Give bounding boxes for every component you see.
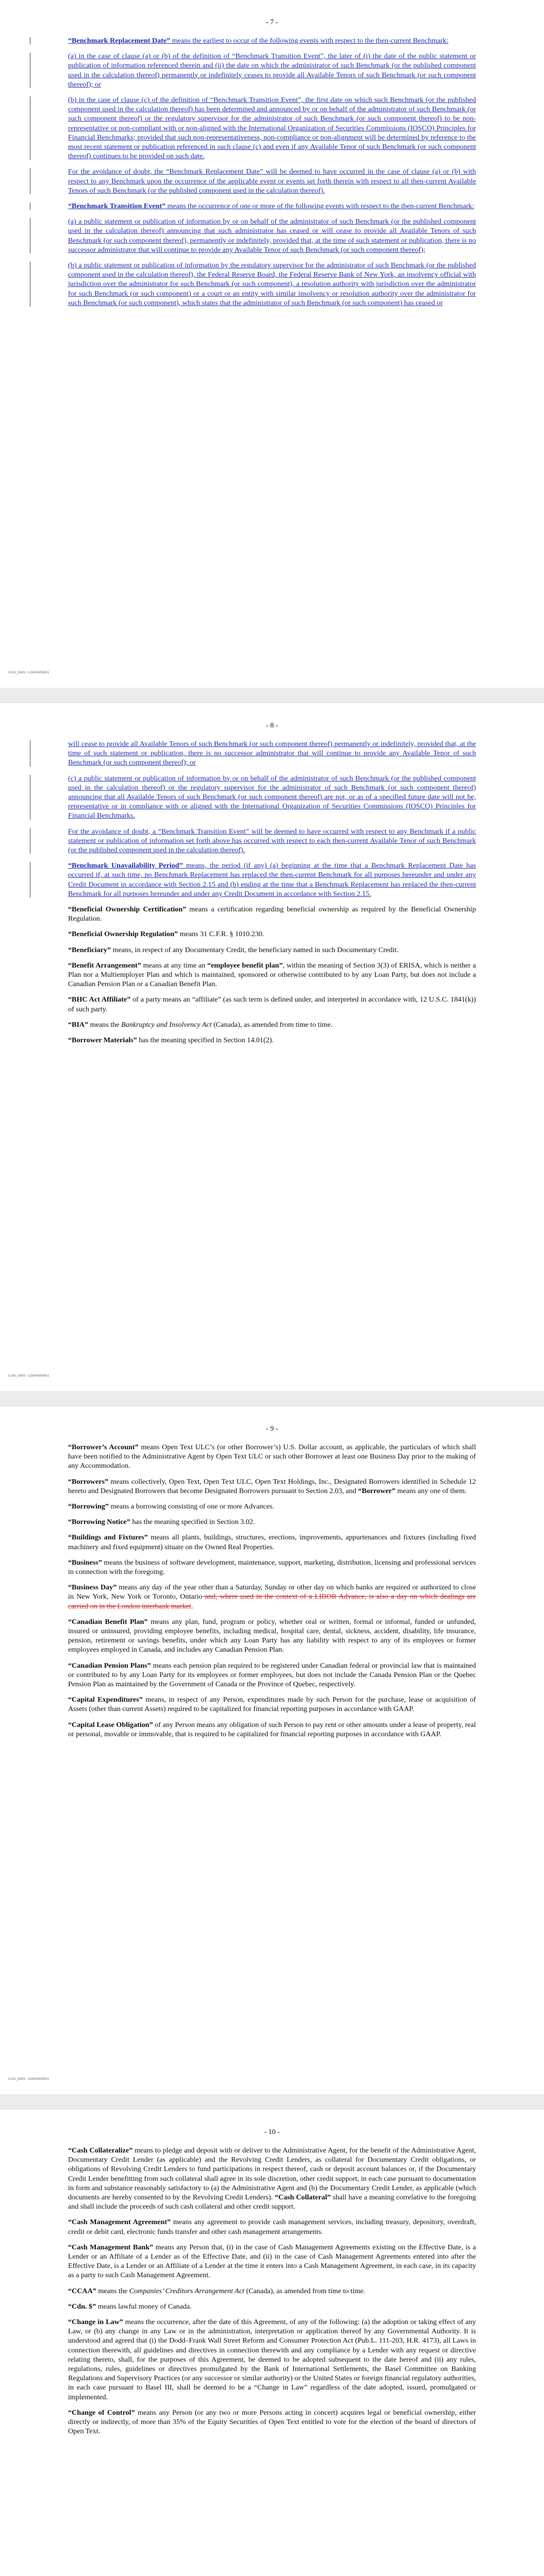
definition-cash-collateralize: “Cash Collateralize” means to pledge and deposit with or deliver to the Administrative Agent, for the benefit of the Administrative Agent, Documentary Credit Lender (as applicable) and the Revolving Credit Lenders, as collateral for Documentary Credit obligations, or obligations of Revolving Credit Lenders to fund participations in respect thereof, cash or deposit account balances or, if the Documentary Credit Lender benefitting from such collateral shall agree in its sole discretion, other credit support, in each case pursuant to documentation in form and substance reasonably satisfactory to (a) the Administrative Agent and (b) the Documentary Credit Lender, as applicable (which documents are hereby consented to by the Revolving Credit Lenders). “Cash Collateral” shall have a meaning correlative to the foregoing and shall include the proceeds of such cash collateral and other credit support. bbox=[68, 2146, 476, 2211]
defined-term: “Capital Expenditures” bbox=[68, 1696, 143, 1704]
definition-borrowers: “Borrowers” means collectively, Open Text, Open Text ULC, Open Text Holdings, Inc., Designated Borrowers identified in Schedule 12 hereto and Designated Borrowers that become Designated Borrowers pursuant to Section 2.03, and “Borrower” means any one of them. bbox=[68, 1477, 476, 1495]
clause-c: (c) a public statement or publication of information by or on behalf of the administrator of such Benchmark (or the published component used in the calculation thereof) or the regulatory supervisor for the administrator of such Benchmark (or such component thereof) announcing that all Available Tenors of such Benchmark (or such component thereof) are not, or as of a specified future date will not be, representative or in compliance with or aligned with the International Organization of Securities Commissions (IOSCO) Principles for Financial Benchmarks. bbox=[68, 774, 476, 820]
document-id-footer: CAN_DMS: \138049599\1 bbox=[8, 2077, 50, 2081]
definition-buildings-and-fixtures: “Buildings and Fixtures” means all plants, buildings, structures, erections, improvements, appurtenances and fixtures (including fixed machinery and fixed equipment) situate on the Owned Real Properties. bbox=[68, 1533, 476, 1551]
document-id-footer: CAN_DMS: \138049599\1 bbox=[8, 671, 50, 674]
clause-a: (a) a public statement or publication of information by or on behalf of the administrator of such Benchmark (or the published component used in the calculation thereof) announcing that such administrator has ceased or will cease to provide all Available Tenors of such Benchmark (or such component thereof), permanently or indefinitely, provided that, at the time of such statement or publication, there is no successor administrator that will continue to provide any Available Tenor of such Benchmark (or such component thereof); bbox=[68, 217, 476, 254]
definition-ccaa: “CCAA” means the Companies’ Creditors Arrangement Act (Canada), as amended from time to time. bbox=[68, 2286, 366, 2295]
defined-term: “Cash Collateralize” bbox=[68, 2146, 133, 2155]
defined-term: “BHC Act Affiliate” bbox=[68, 995, 131, 1004]
defined-term: “Benchmark Unavailability Period” bbox=[68, 861, 183, 870]
definition-benefit-arrangement: “Benefit Arrangement” means at any time an “employee benefit plan”, within the meaning of Section 3(3) of ERISA, which is neither a Plan nor a Multiemployer Plan and which is maintained, sponsored or otherwise contributed to by any Loan Party, but does not include a Canadian Pension Plan or a Canadian Benefit Plan. bbox=[68, 961, 476, 989]
definition-benchmark-replacement-date: “Benchmark Replacement Date” means the earliest to occur of the following events with respect to the then-current Benchmark: bbox=[68, 36, 476, 45]
defined-term: “Business” bbox=[68, 1558, 102, 1567]
definition-beneficiary: “Beneficiary” means, in respect of any Documentary Credit, the beneficiary named in such Documentary Credit. bbox=[68, 945, 399, 954]
defined-term: “Canadian Benefit Plan” bbox=[68, 1617, 148, 1626]
definition-borrowing-notice: “Borrowing Notice” has the meaning specified in Section 3.02. bbox=[68, 1518, 255, 1527]
defined-term: “Change of Control” bbox=[68, 2408, 135, 2417]
definition-benchmark-unavailability-period: “Benchmark Unavailability Period” means, the period (if any) (a) beginning at the time that a Benchmark Replacement Date has occurred if, at such time, no Benchmark Replacement has replaced the then-current Benchmark for all purposes hereunder and under any Credit Document in accordance with Section 2.15 and (b) ending at the time that a Benchmark Replacement has replaced the then-current Benchmark for all purposes hereunder and under any Credit Document in accordance with Section 2.15. bbox=[68, 861, 476, 898]
deleted-text: and, where used in the context of a LIBOR Advance, is also a day on which dealings are carried on in the London interbank market bbox=[68, 1592, 476, 1611]
definition-cdn-dollar: “Cdn. $” means lawful money of Canada. bbox=[68, 2302, 192, 2311]
clause-a: (a) in the case of clause (a) or (b) of the definition of “Benchmark Transition Event”, the later of (i) the date of the public statement or publication of information referenced therein and (ii) the date on which the administrator of such Benchmark (or the published component used in the calculation thereof) permanently or indefinitely ceases to provide all Available Tenors of such Benchmark (or such component thereof); or bbox=[68, 52, 476, 89]
document-id-footer: CAN_DMS: \138049599\1 bbox=[8, 1374, 50, 1378]
document-page-10 bbox=[0, 2110, 544, 2576]
clause-b: (b) in the case of clause (c) of the definition of “Benchmark Transition Event”, the first date on which such Benchmark (or the published component used in the calculation thereof) has been determined and announced by or on behalf of the administrator of such Benchmark (or such component thereof) or the regulatory supervisor for the administrator of such Benchmark (or such component thereof) to be non-representative or non-compliant with or non-aligned with the International Organization of Securities Commissions (IOSCO) Principles for Financial Benchmarks; provided that such non-representativeness, non-compliance or non-alignment will be determined by reference to the most recent statement or publication referenced in such clause (c) and even if any Available Tenor of such Benchmark (or such component thereof) continues to be provided on such date. bbox=[68, 96, 476, 161]
defined-term: “Borrower’s Account” bbox=[68, 1443, 139, 1451]
defined-term: “Canadian Pension Plans” bbox=[68, 1661, 151, 1670]
definition-change-in-law: “Change in Law” means the occurrence, after the date of this Agreement, of any of the following: (a) the adoption or taking effect of any Law, or (b) any change in any Law or in the administration, interpretation or application thereof by any Governmental Authority. It is understood and agreed that (i) the Dodd–Frank Wall Street Reform and Consumer Protection Act (Pub.L. 111-203, H.R. 4173), all Laws in connection therewith, all guidelines and directives in connection therewith and any compliance by a Lender with any request or directive relating thereto, shall, for the purposes of this Agreement, be deemed to be adopted subsequent to the date hereof and (ii) any rules, regulations, rules, guidelines or directives promulgated by the Bank of International Settlements, the Basel Committee on Banking Regulations and Supervisory Practices (or any successor or similar authority) or the United States or foreign financial regulatory authorities, in each case pursuant to Basel III, shall be deemed to be a “Change in Law” regardless of the date adopted, issued, promulgated or implemented. bbox=[68, 2318, 476, 2401]
avoidance-of-doubt: For the avoidance of doubt, the “Benchmark Replacement Date” will be deemed to have occurred in the case of clause (a) or (b) with respect to any Benchmark upon the occurrence of the applicable event or events set forth therein with respect to all then-current Available Tenors of such Benchmark (or the published component used in the calculation thereof). bbox=[68, 167, 476, 195]
definition-borrowing: “Borrowing” means a borrowing consisting of one or more Advances. bbox=[68, 1502, 274, 1511]
defined-term: “BIA” bbox=[68, 1020, 89, 1029]
defined-term: “Cash Management Bank” bbox=[68, 2243, 153, 2251]
definition-capital-lease-obligation: “Capital Lease Obligation” of any Person means any obligation of such Person to pay rent or other amounts under a lease of property, real or personal, movable or immovable, that is required to be capitalized for financial reporting purposes in accordance with GAAP. bbox=[68, 1720, 476, 1738]
definition-bia: “BIA” means the Bankruptcy and Insolvency Act (Canada), as amended from time to time. bbox=[68, 1020, 333, 1029]
page-number: - 9 - bbox=[266, 1425, 278, 1433]
definition-beneficial-ownership-regulation: “Beneficial Ownership Regulation” means 31 C.F.R. § 1010.230. bbox=[68, 930, 265, 939]
defined-term: “employee benefit plan” bbox=[207, 961, 283, 970]
defined-term: “Beneficial Ownership Regulation” bbox=[68, 930, 178, 939]
definition-canadian-benefit-plan: “Canadian Benefit Plan” means any plan, fund, program or policy, whether oral or written, formal or informal, funded or unfunded, insured or uninsured, providing employee benefits, including medical, hospital care, dental, sickness, accident, disability, life insurance, pension, retirement or savings benefits, under which any Loan Party has any liability with respect to any of its employees or former employees employed in Canada, and includes any Canadian Pension Plan. bbox=[68, 1617, 476, 1654]
defined-term: “Borrowing” bbox=[68, 1502, 109, 1511]
definition-borrowers-account: “Borrower’s Account” means Open Text ULC’s (or other Borrower’s) U.S. Dollar account, as applicable, the particulars of which shall have been notified to the Administrative Agent by Open Text ULC or such other Borrower at least one Business Day prior to the making of any Accommodation. bbox=[68, 1443, 476, 1470]
page-number: - 8 - bbox=[266, 722, 278, 730]
document-page-8 bbox=[0, 703, 544, 1391]
page-number: - 10 - bbox=[264, 2128, 280, 2136]
defined-term: “Benchmark Transition Event” bbox=[68, 202, 166, 211]
avoidance-of-doubt: For the avoidance of doubt, a “Benchmark Transition Event” will be deemed to have occurred with respect to any Benchmark if a public statement or publication of information set forth above has occurred with respect to each then-current Available Tenor of such Benchmark (or the published component used in the calculation thereof). bbox=[68, 827, 476, 855]
definition-beneficial-ownership-certification: “Beneficial Ownership Certification” means a certification regarding beneficial ownership as required by the Beneficial Ownership Regulation. bbox=[68, 905, 476, 923]
definition-cash-management-bank: “Cash Management Bank” means any Person that, (i) in the case of Cash Management Agreements existing on the Effective Date, is a Lender or an Affiliate of a Lender as of the Effective Date, and (ii) in the case of Cash Management Agreements entered into after the Effective Date, is a Lender or an Affiliate of a Lender at the time it enters into a Cash Management Agreement, in each case, in its capacity as a party to such Cash Management Agreement. bbox=[68, 2243, 476, 2280]
clause-continuation: will cease to provide all Available Tenors of such Benchmark (or such component thereof) permanently or indefinitely, provided that, at the time of such statement or publication, there is no successor administrator that will continue to provide any Available Tenor of such Benchmark (or such component thereof); or bbox=[68, 740, 476, 767]
defined-term: “Borrower Materials” bbox=[68, 1036, 137, 1045]
defined-term: “Cdn. $” bbox=[68, 2302, 96, 2311]
defined-term: “Benefit Arrangement” bbox=[68, 961, 141, 970]
definition-canadian-pension-plans: “Canadian Pension Plans” means each pension plan required to be registered under Canadian federal or provincial law that is maintained or contributed to by any Loan Party for its employees or former employees, but does not include the Canada Pension Plan or the Quebec Pension Plan as maintained by the Government of Canada or the Province of Quebec, respectively. bbox=[68, 1661, 476, 1689]
definition-business-day: “Business Day” means any day of the year other than a Saturday, Sunday or other day on which banks are required or authorized to close in New York, New York or Toronto, Ontario and, where used in the context of a LIBOR Advance, is also a day on which dealings are carried on in the London interbank market. bbox=[68, 1583, 476, 1611]
definition-borrower-materials: “Borrower Materials” has the meaning specified in Section 14.01(2). bbox=[68, 1036, 274, 1045]
defined-term: “Beneficial Ownership Certification” bbox=[68, 905, 187, 914]
document-page-9 bbox=[0, 1406, 544, 2094]
definition-benchmark-transition-event: “Benchmark Transition Event” means the occurrence of one or more of the following events with respect to the then-current Benchmark: bbox=[68, 201, 476, 211]
page-number: - 7 - bbox=[266, 19, 278, 26]
defined-term: “Borrowers” bbox=[68, 1477, 109, 1486]
defined-term: “Borrower” bbox=[358, 1486, 395, 1495]
clause-b: (b) a public statement or publication of information by the regulatory supervisor for the administrator of such Benchmark (or the published component used in the calculation thereof), the Federal Reserve Board, the Federal Reserve Bank of New York, an insolvency official with jurisdiction over the administrator for such Benchmark (or such component), a resolution authority with jurisdiction over the administrator for such Benchmark (or such component) or a court or an entity with similar insolvency or resolution authority over the administrator for such Benchmark (or such component), which states that the administrator of such Benchmark (or such component) has ceased or bbox=[68, 261, 476, 307]
definition-cash-management-agreement: “Cash Management Agreement” means any agreement to provide cash management services, including treasury, depository, overdraft, credit or debit card, electronic funds transfer and other cash management arrangements. bbox=[68, 2218, 476, 2236]
defined-term: “Borrowing Notice” bbox=[68, 1518, 130, 1527]
defined-term: “Cash Management Agreement” bbox=[68, 2218, 171, 2227]
defined-term: “Capital Lease Obligation” bbox=[68, 1720, 153, 1729]
definition-business: “Business” means the business of software development, maintenance, support, marketing, distribution, licensing and professional services in connection with the foregoing. bbox=[68, 1558, 476, 1577]
defined-term: “Business Day” bbox=[68, 1583, 117, 1592]
defined-term: “Buildings and Fixtures” bbox=[68, 1533, 148, 1542]
definition-change-of-control: “Change of Control” means any Person (or any two or more Persons acting in concert) acquires legal or beneficial ownership, either directly or indirectly, of more than 35% of the Equity Securities of Open Text entitled to vote for the election of the board of directors of Open Text. bbox=[68, 2408, 476, 2436]
defined-term: “Benchmark Replacement Date” bbox=[68, 37, 171, 45]
defined-term: “Cash Collateral” bbox=[274, 2193, 331, 2202]
defined-term: “Change in Law” bbox=[68, 2318, 123, 2327]
definition-bhc-act-affiliate: “BHC Act Affiliate” of a party means an “affiliate” (as such term is defined under, and interpreted in accordance with, 12 U.S.C. 1841(k)) of such party. bbox=[68, 995, 476, 1013]
defined-term: “CCAA” bbox=[68, 2286, 96, 2295]
document-page-7 bbox=[0, 0, 544, 688]
defined-term: “Beneficiary” bbox=[68, 945, 111, 954]
definition-capital-expenditures: “Capital Expenditures” means, in respect of any Person, expenditures made by such Person for the purchase, lease or acquisition of Assets (other than current Assets) required to be capitalized for financial reporting purposes in accordance with GAAP. bbox=[68, 1696, 476, 1714]
